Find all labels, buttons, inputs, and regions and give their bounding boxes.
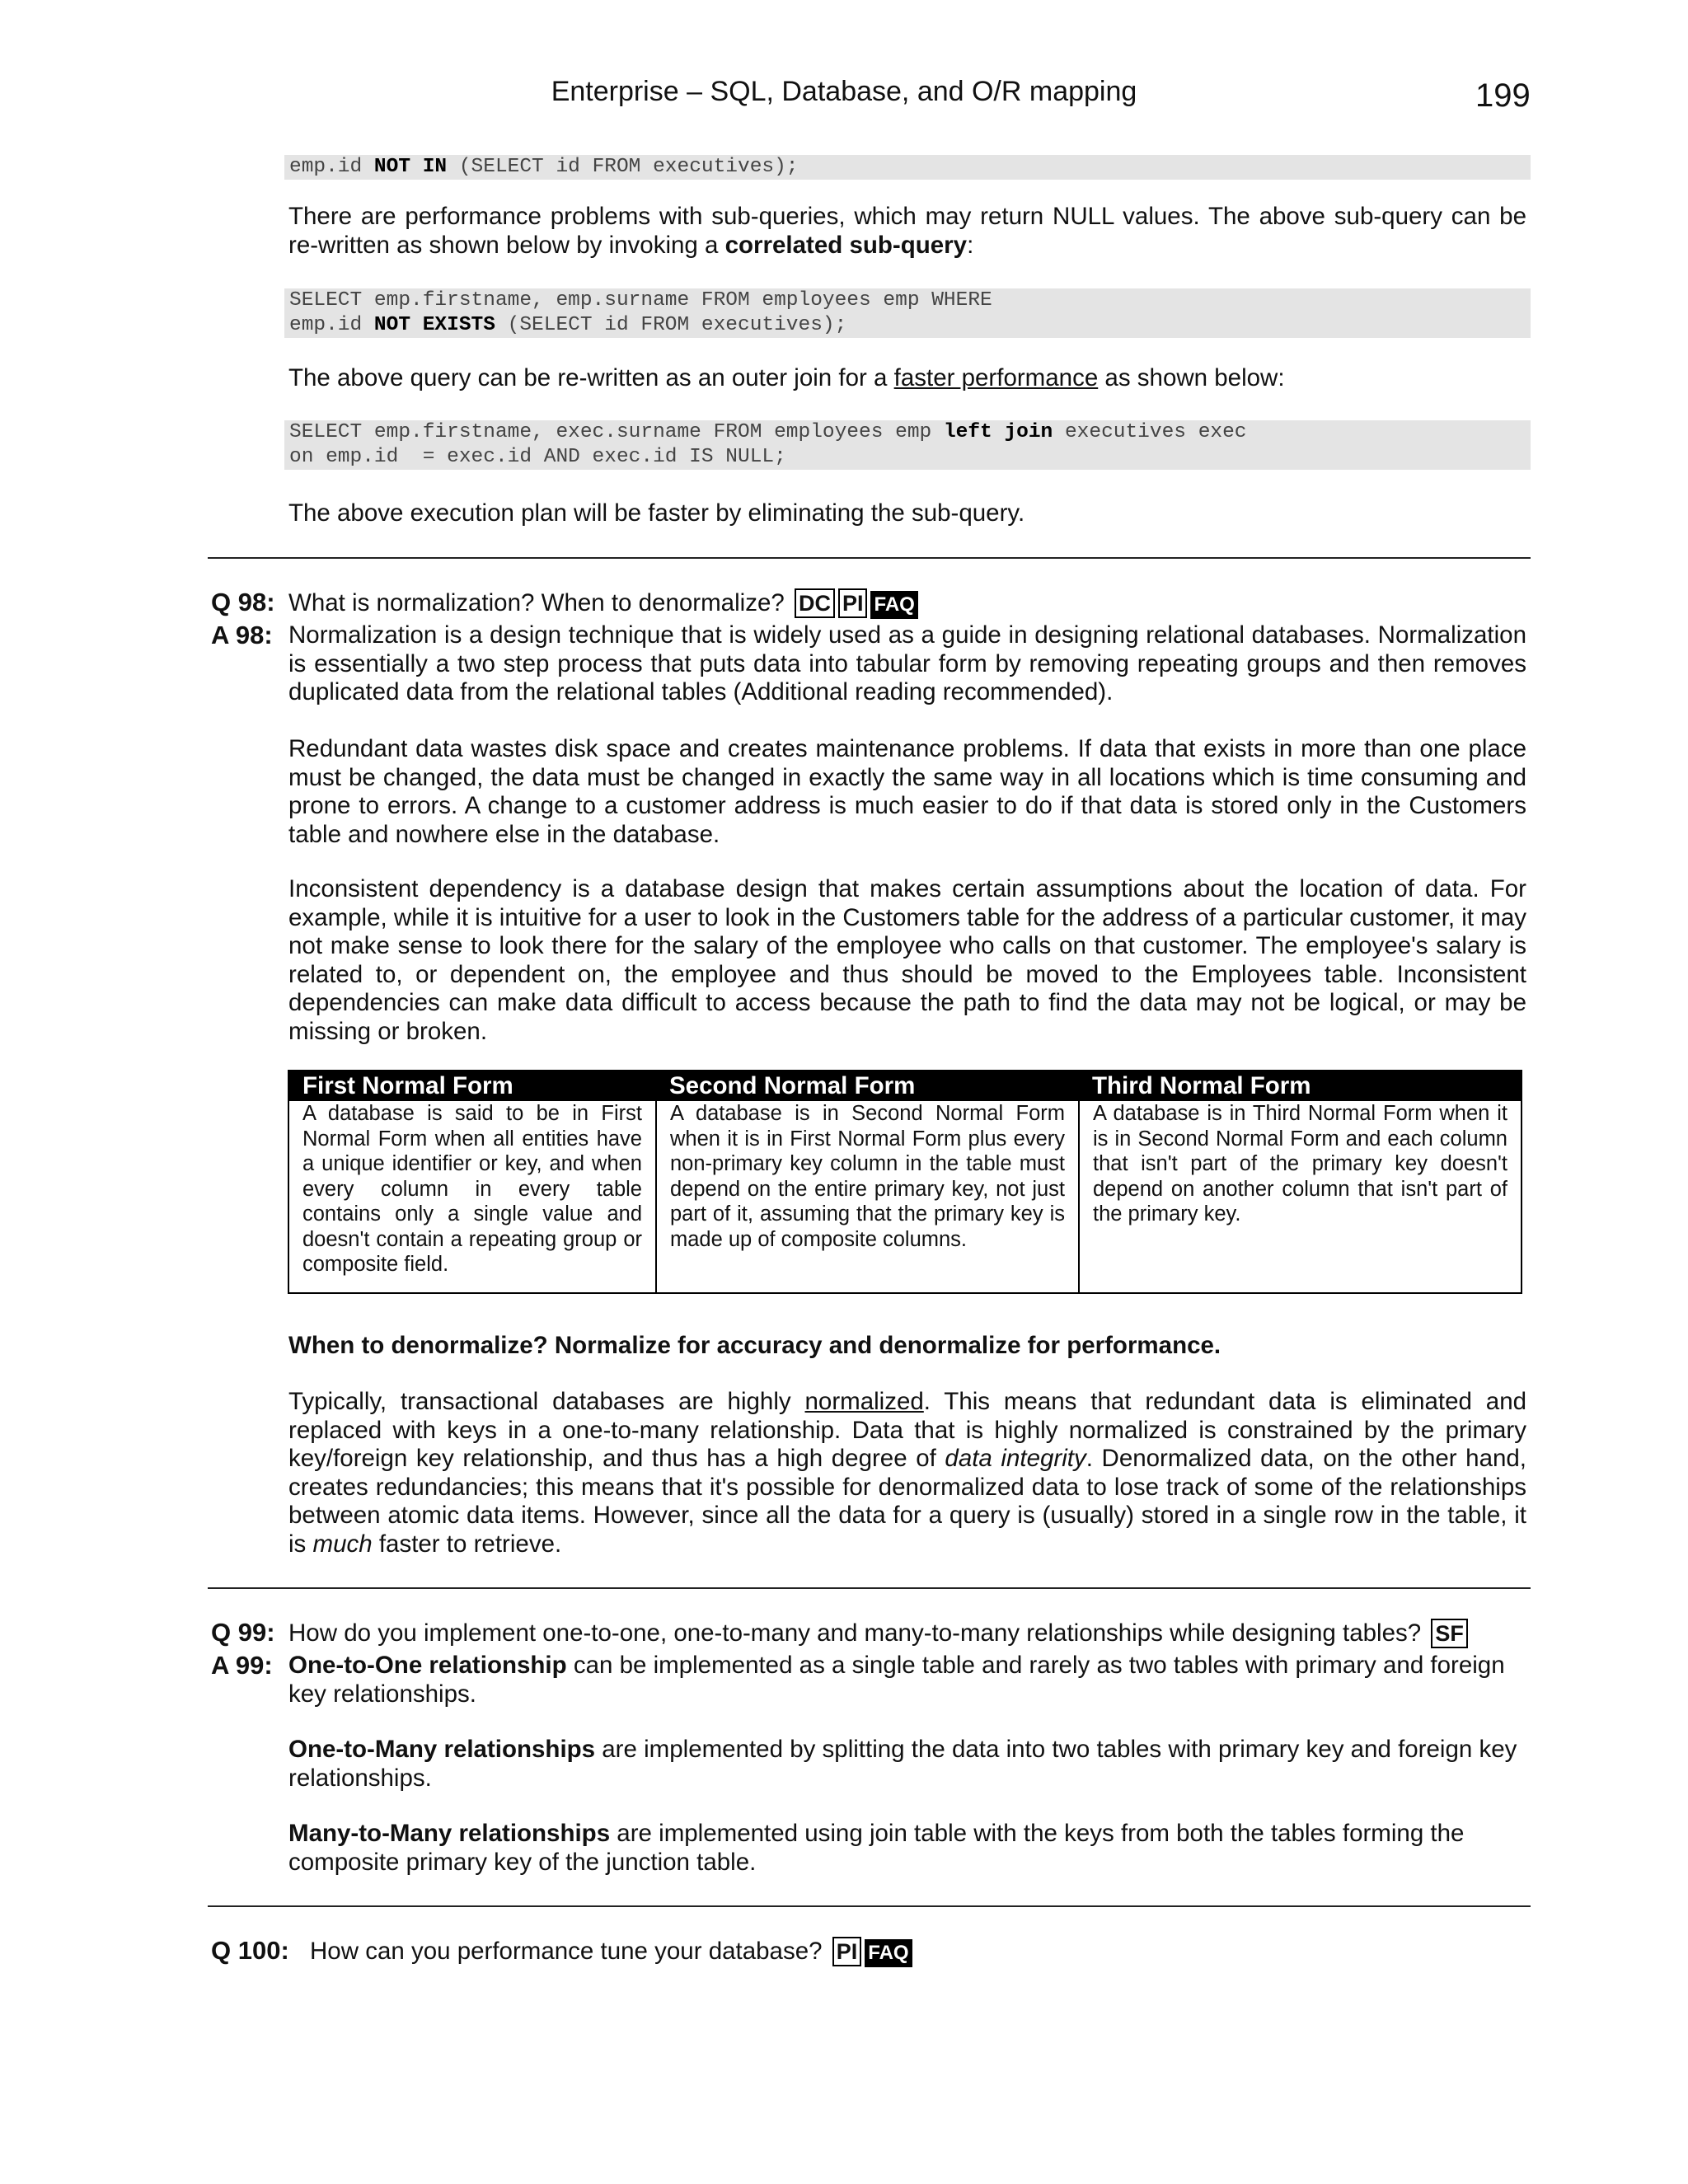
section-divider: [208, 1587, 1531, 1589]
tag-faq: FAQ: [870, 591, 917, 619]
answer-paragraph-one-to-one: One-to-One relationship can be implemented as a single table and rarely as two tables with primary and foreign key relationships.: [288, 1652, 1505, 1708]
section-divider: [208, 557, 1531, 559]
question-label: Q 98:: [211, 588, 275, 616]
answer-paragraph-many-to-many: Many-to-Many relationships are implemented using join table with the keys from both the tables forming the composite primary key of the junction table.: [288, 1820, 1465, 1876]
table-header: Third Normal Form: [1079, 1071, 1522, 1101]
normal-forms-table: [288, 1070, 1522, 1294]
answer-paragraph-normalization: Normalization is a design technique that is widely used as a guide in designing relational databases. Normalization is essentially a two step process that puts data into tabular form by removing repeating groups and then removes duplicated data from the relational tables (Additional reading recommended).: [288, 621, 1526, 705]
tag-pi: PI: [838, 588, 868, 618]
page-number: 199: [1475, 77, 1531, 114]
table-header: First Normal Form: [288, 1071, 656, 1101]
answer-paragraph-redundant-data: Redundant data wastes disk space and creates maintenance problems. If data that exists in more than one place must be changed, the data must be changed in exactly the same way in all locations which is time consuming and prone to errors. A change to a customer address is much easier to do if that data is stored only in the Customers table and nowhere else in the database.: [288, 735, 1526, 848]
tag-faq: FAQ: [865, 1939, 912, 1967]
question-label: Q 99:: [211, 1618, 275, 1647]
tag-sf: SF: [1431, 1619, 1468, 1648]
answer-paragraph-denormalized-data: Typically, transactional databases are highly normalized. This means that redundant data is eliminated and replaced with keys in a one-to-many relationship. Data that is highly normalized is constrained by the primary key/foreign key relationship, and thus has a high degree of data integrity. Denormalized data, on the other hand, creates redundancies; this means that it's possible for denormalized data to lose track of some of the relationships between atomic data items. However, since all the data for a query is (usually) stored in a single row in the table, it is much faster to retrieve.: [288, 1388, 1527, 1558]
table-cell: A database is in Second Normal Form when it is in First Normal Form plus every non-primary key column in the table must depend on the entire primary key, not just part of it, assuming that the primary key is made up of composite columns.: [656, 1101, 1079, 1293]
denormalize-heading: When to denormalize? Normalize for accuracy and denormalize for performance.: [288, 1332, 1221, 1359]
code-block-not-in: emp.id NOT IN (SELECT id FROM executives);: [284, 155, 1531, 180]
answer-label: A 99:: [211, 1651, 273, 1680]
code-block-left-join: SELECT emp.firstname, exec.surname FROM employees emp left join executives exec on emp.id = exec.id AND exec.id IS NULL;: [284, 420, 1531, 470]
answer-label: A 98:: [211, 621, 273, 649]
table-cell: A database is in Third Normal Form when it is in Second Normal Form and each column that isn't part of the primary key doesn't depend on another column that isn't part of the primary key.: [1093, 1102, 1507, 1226]
question-label: Q 100:: [211, 1936, 289, 1965]
tag-dc: DC: [795, 588, 835, 618]
question-text: How do you implement one-to-one, one-to-many and many-to-many relationships while designing tables? SF: [288, 1619, 1533, 1648]
tag-pi: PI: [832, 1937, 862, 1966]
paragraph-execution-plan: The above execution plan will be faster by eliminating the sub-query.: [288, 499, 1025, 527]
table-row: [288, 1101, 1522, 1293]
question-text: How can you performance tune your database? PI FAQ: [310, 1937, 1526, 1967]
table-header: Second Normal Form: [656, 1071, 1079, 1101]
code-block-not-exists: SELECT emp.firstname, emp.surname FROM employees emp WHERE emp.id NOT EXISTS (SELECT id FROM executives);: [284, 288, 1531, 338]
answer-paragraph-one-to-many: One-to-Many relationships are implemented by splitting the data into two tables with primary key and foreign key relationships.: [288, 1736, 1517, 1792]
answer-paragraph-inconsistent-dependency: Inconsistent dependency is a database design that makes certain assumptions about the location of data. For example, while it is intuitive for a user to look in the Customers table for the address of a particular customer, it may not make sense to look there for the salary of the employee who calls on that customer. The employee's salary is related to, or dependent on, the employee and thus should be moved to the Employees table. Inconsistent dependencies can make data difficult to access because the path to find the data may not be logical, or may be missing or broken.: [288, 875, 1526, 1045]
section-divider: [208, 1905, 1531, 1907]
paragraph-subquery-performance: There are performance problems with sub-queries, which may return NULL values. The above sub-query can be re-written as shown below by invoking a correlated sub-query:: [288, 203, 1526, 259]
table-cell: A database is said to be in First Normal Form when all entities have a unique identifier or key, and when every column in every table contains only a single value and doesn't contain a repeating group or composite field.: [288, 1101, 656, 1293]
table-header-row: [288, 1071, 1522, 1101]
paragraph-outer-join: The above query can be re-written as an outer join for a faster performance as shown below:: [288, 364, 1285, 391]
question-text: What is normalization? When to denormalize? DC PI FAQ: [288, 588, 1526, 619]
running-header-title: Enterprise – SQL, Database, and O/R mapping: [551, 76, 1137, 107]
